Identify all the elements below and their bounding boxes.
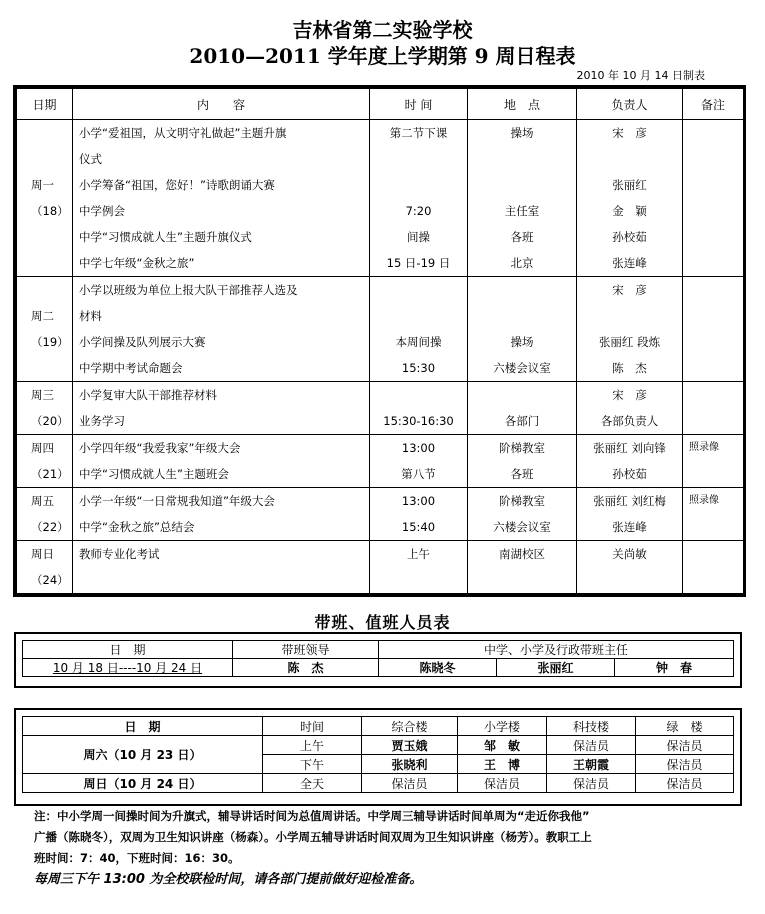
weekend-header-lv: 绿 楼 bbox=[636, 717, 734, 736]
duty-leader: 陈 杰 bbox=[233, 659, 379, 677]
schedule-note-line bbox=[683, 514, 743, 540]
schedule-day-line: 周三 bbox=[31, 388, 54, 402]
schedule-place-line: 各部门 bbox=[504, 414, 540, 428]
weekend-table bbox=[22, 716, 734, 793]
schedule-cell-owner bbox=[577, 541, 683, 594]
schedule-owner-line: 宋 彦 bbox=[612, 283, 647, 297]
duty-date-range: 10 月 18 日----10 月 24 日 bbox=[23, 659, 233, 677]
schedule-cell-time bbox=[370, 435, 468, 488]
weekend-lv: 保洁员 bbox=[636, 755, 734, 774]
schedule-time-line bbox=[370, 146, 467, 172]
schedule-time-line: 15:30-16:30 bbox=[383, 414, 454, 428]
schedule-time-line bbox=[370, 277, 467, 303]
schedule-note-line bbox=[683, 277, 743, 303]
schedule-row bbox=[17, 488, 744, 541]
schedule-table-frame bbox=[13, 85, 746, 597]
schedule-cell-content bbox=[73, 541, 370, 594]
schedule-cell-place bbox=[468, 541, 577, 594]
schedule-day-line bbox=[17, 120, 72, 146]
schedule-note-line: 照录像 bbox=[689, 442, 719, 453]
schedule-cell-content bbox=[73, 435, 370, 488]
schedule-header-row bbox=[17, 89, 744, 120]
schedule-time-line: 13:00 bbox=[401, 494, 436, 508]
schedule-cell-owner bbox=[577, 435, 683, 488]
weekend-keji: 保洁员 bbox=[547, 736, 636, 755]
schedule-content-line: 教师专业化考试 bbox=[79, 547, 160, 561]
schedule-owner-line: 孙校茹 bbox=[612, 230, 647, 244]
schedule-time-line bbox=[370, 567, 467, 593]
schedule-day-line: 周二 bbox=[31, 309, 54, 323]
schedule-cell-day bbox=[17, 277, 73, 382]
schedule-place-line: 各班 bbox=[510, 230, 534, 244]
duty-title: 带班、值班人员表 bbox=[314, 613, 451, 632]
schedule-place-line bbox=[468, 277, 576, 303]
schedule-day-line bbox=[17, 224, 72, 250]
note-line: 注：中小学周一间操时间为升旗式，辅导讲话时间为总值周讲话。中学周三辅导讲话时间单周为“走近你我他” bbox=[34, 809, 590, 823]
notes-block bbox=[34, 806, 734, 890]
schedule-content-line: 小学一年级“一日常规我知道”年级大会 bbox=[79, 494, 275, 508]
duty-teacher: 钟 春 bbox=[615, 659, 734, 677]
schedule-table bbox=[16, 88, 744, 594]
schedule-owner-line bbox=[577, 567, 682, 593]
weekend-keji: 王朝霞 bbox=[547, 755, 636, 774]
schedule-time-line: 间操 bbox=[407, 230, 430, 244]
schedule-content-line: 小学以班级为单位上报大队干部推荐人选及 bbox=[79, 283, 298, 297]
schedule-note-line bbox=[683, 541, 743, 567]
schedule-note-line bbox=[683, 355, 743, 381]
weekend-header-date: 日 期 bbox=[23, 717, 263, 736]
schedule-owner-line: 宋 彦 bbox=[612, 126, 647, 140]
schedule-place-line: 北京 bbox=[510, 256, 534, 270]
duty-header-teachers: 中学、小学及行政带班主任 bbox=[379, 641, 734, 659]
duty-teacher: 陈晓冬 bbox=[379, 659, 497, 677]
schedule-time-line: 本周间操 bbox=[395, 335, 442, 349]
weekend-row bbox=[23, 774, 734, 793]
weekend-xiaoxue: 保洁员 bbox=[458, 774, 547, 793]
schedule-content-line: 仪式 bbox=[79, 152, 102, 166]
schedule-cell-content bbox=[73, 120, 370, 277]
duty-table-frame bbox=[14, 632, 742, 688]
schedule-cell-day bbox=[17, 120, 73, 277]
schedule-cell-content bbox=[73, 488, 370, 541]
schedule-cell-place bbox=[468, 277, 577, 382]
schedule-day-line bbox=[17, 277, 72, 303]
schedule-owner-line bbox=[577, 146, 682, 172]
schedule-content-line bbox=[73, 567, 369, 593]
schedule-note-line bbox=[683, 329, 743, 355]
weekend-xiaoxue: 邹 敏 bbox=[458, 736, 547, 755]
schedule-note-line bbox=[683, 224, 743, 250]
schedule-row bbox=[17, 382, 744, 435]
header-time: 时 间 bbox=[370, 89, 468, 120]
schedule-content-line: 小学“爱祖国，从文明守礼做起”主题升旗 bbox=[79, 126, 287, 140]
weekend-zonghe: 保洁员 bbox=[362, 774, 458, 793]
duty-header-date: 日 期 bbox=[23, 641, 233, 659]
made-date: 2010 年 10 月 14 日制表 bbox=[576, 69, 705, 82]
schedule-day-line: （24） bbox=[31, 573, 69, 587]
schedule-cell-content bbox=[73, 382, 370, 435]
schedule-note-line bbox=[683, 382, 743, 408]
schedule-content-line: 中学“习惯成就人生”主题升旗仪式 bbox=[79, 230, 252, 244]
schedule-place-line bbox=[468, 567, 576, 593]
schedule-note-line bbox=[683, 146, 743, 172]
schedule-cell-place bbox=[468, 488, 577, 541]
schedule-cell-owner bbox=[577, 277, 683, 382]
header-date: 日期 bbox=[17, 89, 73, 120]
schedule-place-line: 各班 bbox=[510, 467, 534, 481]
schedule-place-line bbox=[468, 146, 576, 172]
schedule-cell-note bbox=[683, 541, 744, 594]
schedule-cell-place bbox=[468, 382, 577, 435]
weekend-lv: 保洁员 bbox=[636, 774, 734, 793]
schedule-day-line: （21） bbox=[31, 467, 69, 481]
schedule-owner-line: 张连峰 bbox=[612, 256, 647, 270]
header-owner: 负责人 bbox=[577, 89, 683, 120]
schedule-cell-day bbox=[17, 435, 73, 488]
schedule-place-line bbox=[468, 382, 576, 408]
schedule-place-line: 阶梯教室 bbox=[499, 494, 545, 508]
schedule-content-line: 小学筹备“祖国，您好！”诗歌朗诵大赛 bbox=[79, 178, 275, 192]
schedule-owner-line bbox=[577, 303, 682, 329]
schedule-place-line: 南湖校区 bbox=[499, 547, 545, 561]
schedule-cell-day bbox=[17, 382, 73, 435]
schedule-content-line: 材料 bbox=[79, 309, 102, 323]
schedule-cell-place bbox=[468, 435, 577, 488]
schedule-day-line: （18） bbox=[31, 204, 69, 218]
schedule-day-line: 周一 bbox=[31, 178, 54, 192]
schedule-owner-line: 关尚敏 bbox=[612, 547, 647, 561]
schedule-day-line: （22） bbox=[31, 520, 69, 534]
schedule-time-line: 7:20 bbox=[405, 204, 432, 218]
schedule-note-line bbox=[683, 567, 743, 593]
weekend-header-row bbox=[23, 717, 734, 736]
schedule-content-line: 中学例会 bbox=[79, 204, 125, 218]
schedule-cell-time bbox=[370, 382, 468, 435]
schedule-cell-owner bbox=[577, 120, 683, 277]
schedule-cell-place bbox=[468, 120, 577, 277]
schedule-content-line: 小学四年级“我爱我家”年级大会 bbox=[79, 441, 241, 455]
schedule-content-line: 业务学习 bbox=[79, 414, 125, 428]
schedule-row bbox=[17, 120, 744, 277]
weekend-lv: 保洁员 bbox=[636, 736, 734, 755]
schedule-time-line: 13:00 bbox=[401, 441, 436, 455]
schedule-content-line: 中学期中考试命题会 bbox=[79, 361, 183, 375]
schedule-day-line: （19） bbox=[31, 335, 69, 349]
schedule-cell-note bbox=[683, 277, 744, 382]
schedule-cell-day bbox=[17, 541, 73, 594]
schedule-place-line: 阶梯教室 bbox=[499, 441, 545, 455]
schedule-place-line bbox=[468, 303, 576, 329]
schedule-time-line: 第八节 bbox=[401, 467, 436, 481]
schedule-place-line bbox=[468, 172, 576, 198]
schedule-day-line: （20） bbox=[31, 414, 69, 428]
weekend-header-time: 时间 bbox=[263, 717, 362, 736]
schedule-cell-time bbox=[370, 488, 468, 541]
weekend-row bbox=[23, 736, 734, 755]
schedule-title: 2010—2011 学年度上学期第 9 周日程表 bbox=[189, 44, 576, 68]
schedule-row bbox=[17, 277, 744, 382]
schedule-content-line: 中学七年级“金秋之旅” bbox=[79, 256, 195, 270]
header-content: 内 容 bbox=[73, 89, 370, 120]
schedule-owner-line: 陈 杰 bbox=[612, 361, 647, 375]
schedule-owner-line: 各部负责人 bbox=[600, 414, 659, 428]
schedule-cell-content bbox=[73, 277, 370, 382]
schedule-content-line: 中学“习惯成就人生”主题班会 bbox=[79, 467, 229, 481]
schedule-content-line: 小学间操及队列展示大赛 bbox=[79, 335, 206, 349]
schedule-cell-time bbox=[370, 541, 468, 594]
schedule-owner-line: 张丽红 刘红梅 bbox=[593, 494, 666, 508]
schedule-owner-line: 宋 彦 bbox=[612, 388, 647, 402]
weekend-header-keji: 科技楼 bbox=[547, 717, 636, 736]
schedule-day-line bbox=[17, 146, 72, 172]
schedule-day-line bbox=[17, 355, 72, 381]
schedule-time-line bbox=[370, 303, 467, 329]
duty-row bbox=[23, 659, 734, 677]
weekend-table-frame bbox=[14, 708, 742, 806]
weekend-sat-label: 周六（10 月 23 日） bbox=[23, 736, 263, 774]
schedule-owner-line: 金 颖 bbox=[612, 204, 647, 218]
schedule-day-line bbox=[17, 250, 72, 276]
schedule-day-line: 周四 bbox=[31, 441, 54, 455]
schedule-note-line: 照录像 bbox=[689, 495, 719, 506]
weekend-header-xiaoxue: 小学楼 bbox=[458, 717, 547, 736]
schedule-owner-line: 孙校茹 bbox=[612, 467, 647, 481]
schedule-place-line: 操场 bbox=[510, 126, 534, 140]
schedule-cell-note bbox=[683, 435, 744, 488]
schedule-note-line bbox=[683, 250, 743, 276]
schedule-cell-time bbox=[370, 277, 468, 382]
schedule-note-line bbox=[683, 303, 743, 329]
schedule-note-line bbox=[683, 172, 743, 198]
note-inspection: 每周三下午 13:00 为全校联检时间，请各部门提前做好迎检准备。 bbox=[34, 872, 423, 887]
schedule-content-line: 小学复审大队干部推荐材料 bbox=[79, 388, 217, 402]
weekend-header-zonghe: 综合楼 bbox=[362, 717, 458, 736]
schedule-cell-owner bbox=[577, 382, 683, 435]
note-line: 广播（陈晓冬），双周为卫生知识讲座（杨森）。小学周五辅导讲话时间双周为卫生知识讲座（杨芳）。教职工上 bbox=[34, 830, 592, 844]
weekend-time: 上午 bbox=[263, 736, 362, 755]
schedule-time-line bbox=[370, 172, 467, 198]
school-title: 吉林省第二实验学校 bbox=[292, 18, 473, 42]
schedule-cell-note bbox=[683, 488, 744, 541]
schedule-owner-line: 张连峰 bbox=[612, 520, 647, 534]
schedule-time-line: 上午 bbox=[407, 547, 430, 561]
schedule-cell-time bbox=[370, 120, 468, 277]
schedule-place-line: 主任室 bbox=[504, 204, 540, 218]
schedule-note-line bbox=[683, 120, 743, 146]
schedule-place-line: 六楼会议室 bbox=[493, 361, 551, 375]
schedule-cell-day bbox=[17, 488, 73, 541]
duty-header-row bbox=[23, 641, 734, 659]
schedule-time-line: 15 日-19 日 bbox=[386, 256, 451, 270]
schedule-time-line: 第二节下课 bbox=[389, 126, 448, 140]
schedule-day-line: 周日 bbox=[31, 547, 54, 561]
schedule-owner-line: 张丽红 刘向锋 bbox=[593, 441, 666, 455]
schedule-time-line: 15:40 bbox=[401, 520, 436, 534]
schedule-place-line: 六楼会议室 bbox=[493, 520, 551, 534]
note-line: 班时间：7：40，下班时间：16：30。 bbox=[34, 851, 240, 865]
duty-table bbox=[22, 640, 734, 677]
schedule-cell-owner bbox=[577, 488, 683, 541]
weekend-time: 全天 bbox=[263, 774, 362, 793]
schedule-content-line: 中学“金秋之旅”总结会 bbox=[79, 520, 195, 534]
weekend-xiaoxue: 王 博 bbox=[458, 755, 547, 774]
schedule-note-line bbox=[683, 408, 743, 434]
schedule-day-line: 周五 bbox=[31, 494, 54, 508]
duty-teacher: 张丽红 bbox=[497, 659, 615, 677]
weekend-zonghe: 贾玉娥 bbox=[362, 736, 458, 755]
weekend-zonghe: 张晓利 bbox=[362, 755, 458, 774]
schedule-owner-line: 张丽红 段炼 bbox=[598, 335, 661, 349]
schedule-row bbox=[17, 435, 744, 488]
header-note: 备注 bbox=[683, 89, 744, 120]
schedule-row bbox=[17, 541, 744, 594]
schedule-cell-note bbox=[683, 382, 744, 435]
duty-header-leader: 带班领导 bbox=[233, 641, 379, 659]
schedule-time-line bbox=[370, 382, 467, 408]
schedule-time-line: 15:30 bbox=[401, 361, 436, 375]
schedule-note-line bbox=[683, 198, 743, 224]
weekend-keji: 保洁员 bbox=[547, 774, 636, 793]
schedule-cell-note bbox=[683, 120, 744, 277]
weekend-time: 下午 bbox=[263, 755, 362, 774]
header-place: 地 点 bbox=[468, 89, 577, 120]
schedule-place-line: 操场 bbox=[510, 335, 534, 349]
schedule-owner-line: 张丽红 bbox=[612, 178, 647, 192]
weekend-sun-label: 周日（10 月 24 日） bbox=[23, 774, 263, 793]
schedule-note-line bbox=[683, 461, 743, 487]
